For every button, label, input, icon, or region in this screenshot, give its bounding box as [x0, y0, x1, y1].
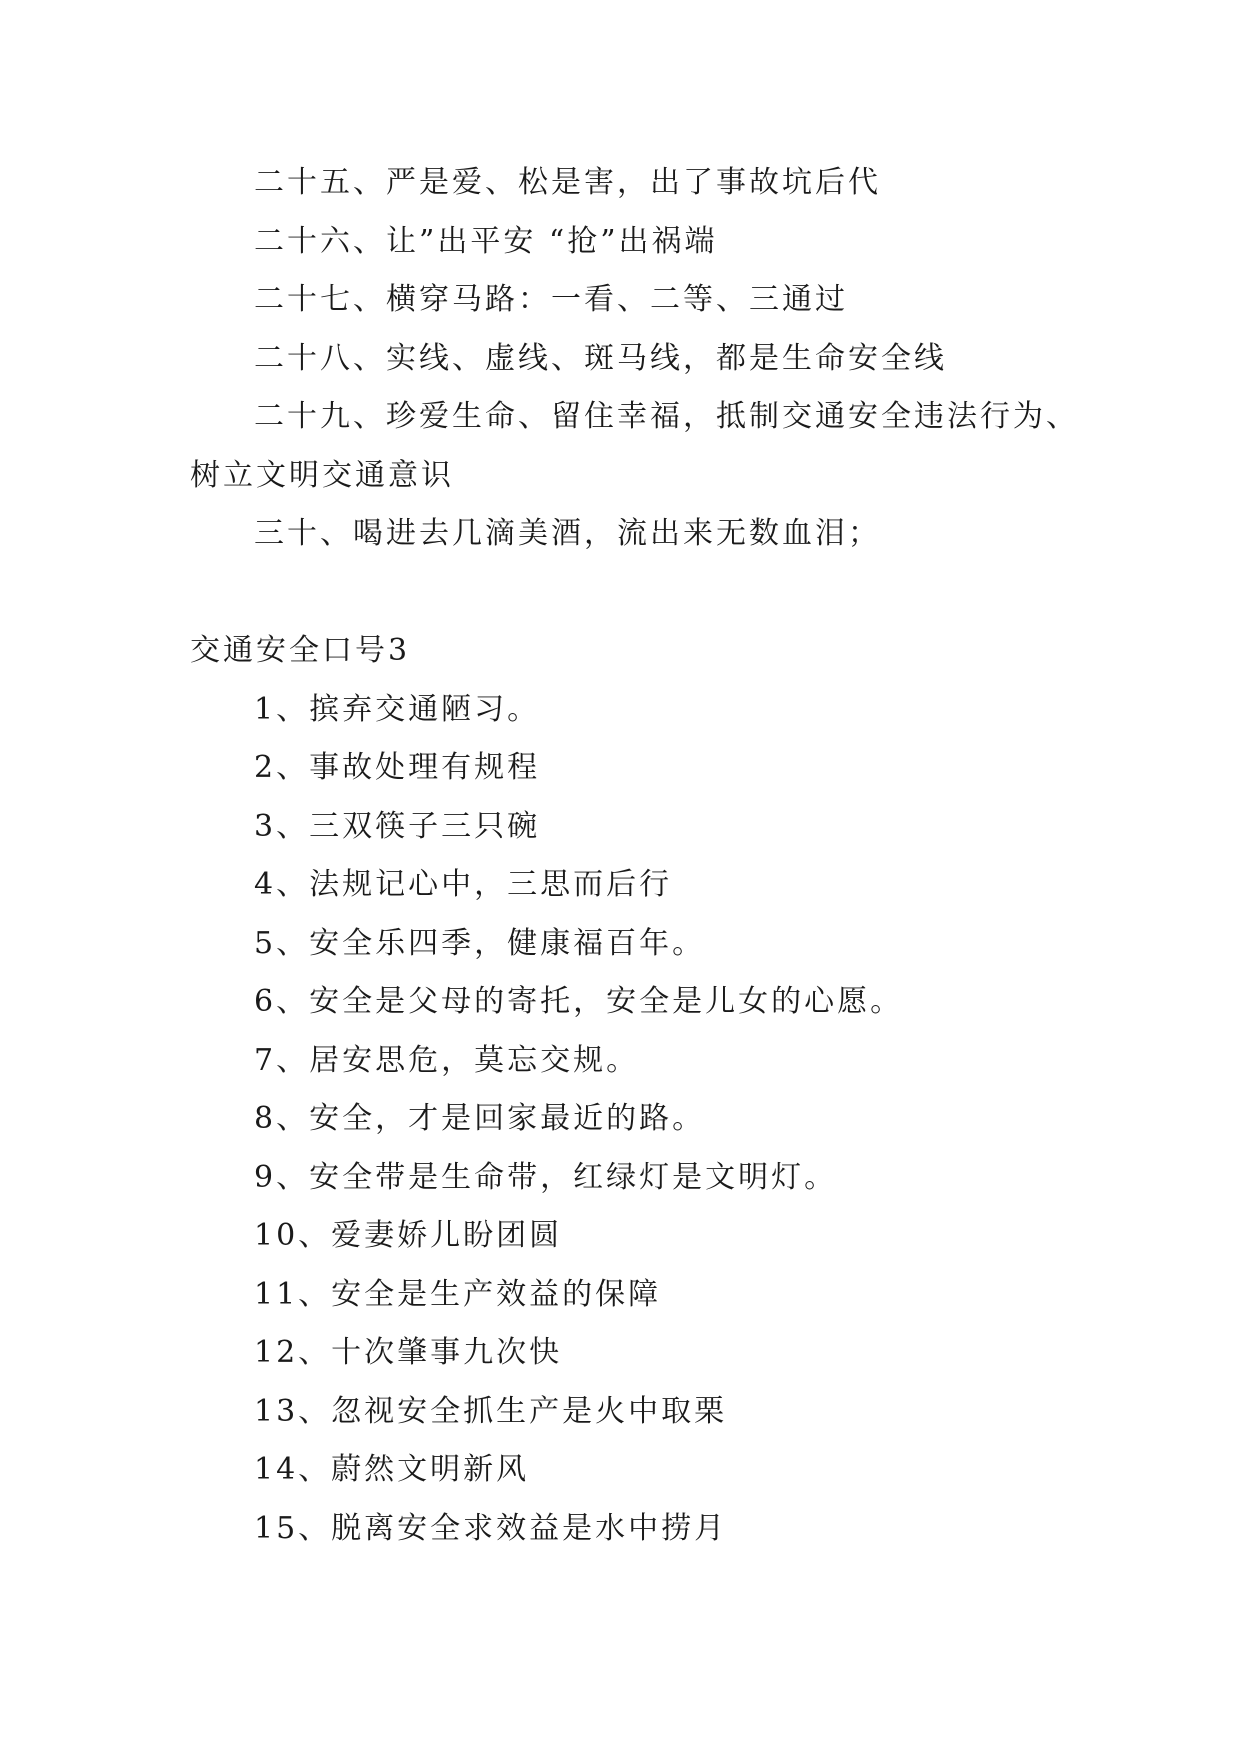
list-item: 5、安全乐四季，健康福百年。: [254, 925, 706, 961]
list-item: 三十、喝进去几滴美酒，流出来无数血泪；: [254, 516, 881, 551]
list-item: 15、脱离安全求效益是水中捞月: [254, 1510, 728, 1546]
list-item: 13、忽视安全抓生产是火中取栗: [254, 1393, 728, 1429]
slogan-section-3: [190, 622, 1070, 1558]
list-item: 二十六、让”出平安 “抢”出祸端: [254, 223, 718, 259]
list-item: 14、蔚然文明新风: [254, 1452, 530, 1487]
list-item: 1、摈弃交通陋习。: [254, 691, 541, 727]
list-item-continuation: 树立文明交通意识: [190, 457, 454, 493]
list-item: 9、安全带是生命带，红绿灯是文明灯。: [254, 1159, 838, 1195]
list-item: 二十五、严是爱、松是害，出了事故坑后代: [254, 165, 881, 200]
list-item: 8、安全，才是回家最近的路。: [254, 1101, 706, 1136]
list-item: 3、三双筷子三只碗: [254, 808, 541, 844]
list-item: 7、居安思危，莫忘交规。: [254, 1042, 640, 1078]
list-item: 2、事故处理有规程: [254, 750, 541, 785]
list-item: 二十八、实线、虚线、斑马线，都是生命安全线: [254, 340, 947, 376]
list-item: 10、爱妻娇儿盼团圆: [254, 1218, 563, 1253]
list-item: 4、法规记心中，三思而后行: [254, 867, 673, 902]
list-item: 6、安全是父母的寄托，安全是儿女的心愿。: [254, 984, 904, 1019]
list-item: 11、安全是生产效益的保障: [254, 1276, 662, 1312]
section-heading: 交通安全口号3: [190, 633, 411, 668]
list-item: 二十七、横穿马路：一看、二等、三通过: [254, 282, 848, 317]
slogan-list-continued: [190, 154, 1079, 564]
list-item: 二十九、珍爱生命、留住幸福，抵制交通安全违法行为、: [254, 399, 1079, 434]
list-item: 12、十次肇事九次快: [254, 1335, 563, 1370]
